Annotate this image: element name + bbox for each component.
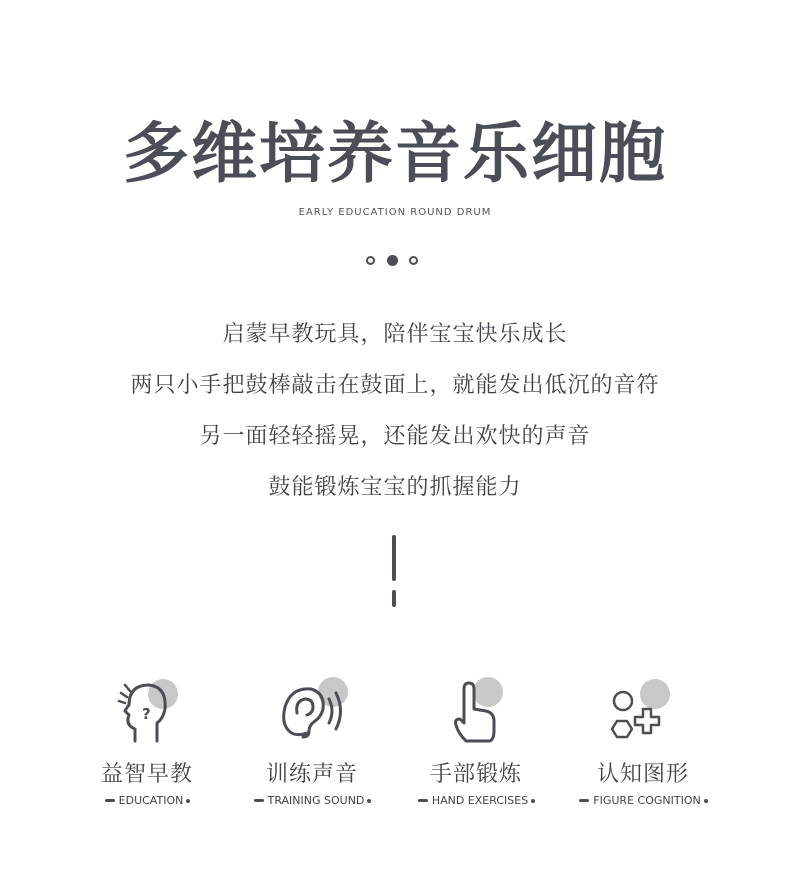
description-line: 两只小手把鼓棒敲击在鼓面上，就能发出低沉的音符: [130, 373, 660, 398]
page-subtitle: EARLY EDUCATION ROUND DRUM: [298, 207, 492, 218]
dot-indicator: [366, 254, 426, 268]
description-line: 另一面轻轻摇晃，还能发出欢快的声音: [199, 424, 591, 449]
feature-education: [62, 675, 232, 807]
divider-bar-long: [392, 535, 396, 581]
feature-subtitle-text: EDUCATION: [118, 794, 184, 807]
feature-title: 益智早教: [100, 762, 193, 787]
feature-title: 训练声音: [265, 762, 358, 787]
divider-bar-short: [392, 590, 396, 607]
feature-subtitle: [558, 794, 728, 807]
feature-title: 手部锻炼: [429, 762, 522, 787]
feature-subtitle-text: FIGURE COGNITION: [593, 794, 701, 807]
feature-subtitle: [391, 794, 561, 807]
ear-sound-icon: [267, 675, 357, 743]
dot-filled: [387, 255, 398, 266]
dot-outline-right: [409, 256, 418, 265]
feature-hand-exercises: [391, 675, 561, 807]
feature-subtitle: [227, 794, 397, 807]
description-block: [0, 315, 790, 519]
feature-training-sound: [227, 675, 397, 807]
svg-text:?: ?: [142, 705, 151, 723]
feature-subtitle-text: HAND EXERCISES: [431, 794, 529, 807]
feature-title: 认知图形: [596, 762, 689, 787]
feature-figure-cognition: [558, 675, 728, 807]
feature-subtitle: [62, 794, 232, 807]
head-question-icon: [107, 675, 187, 743]
description-line: 启蒙早教玩具，陪伴宝宝快乐成长: [222, 322, 568, 347]
feature-subtitle-text: TRAINING SOUND: [267, 794, 365, 807]
shapes-icon: [603, 675, 683, 743]
dot-outline-left: [366, 256, 375, 265]
pointing-hand-icon: [436, 675, 516, 743]
page-title: 多维培养音乐细胞: [123, 115, 667, 192]
description-line: 鼓能锻炼宝宝的抓握能力: [268, 475, 522, 500]
